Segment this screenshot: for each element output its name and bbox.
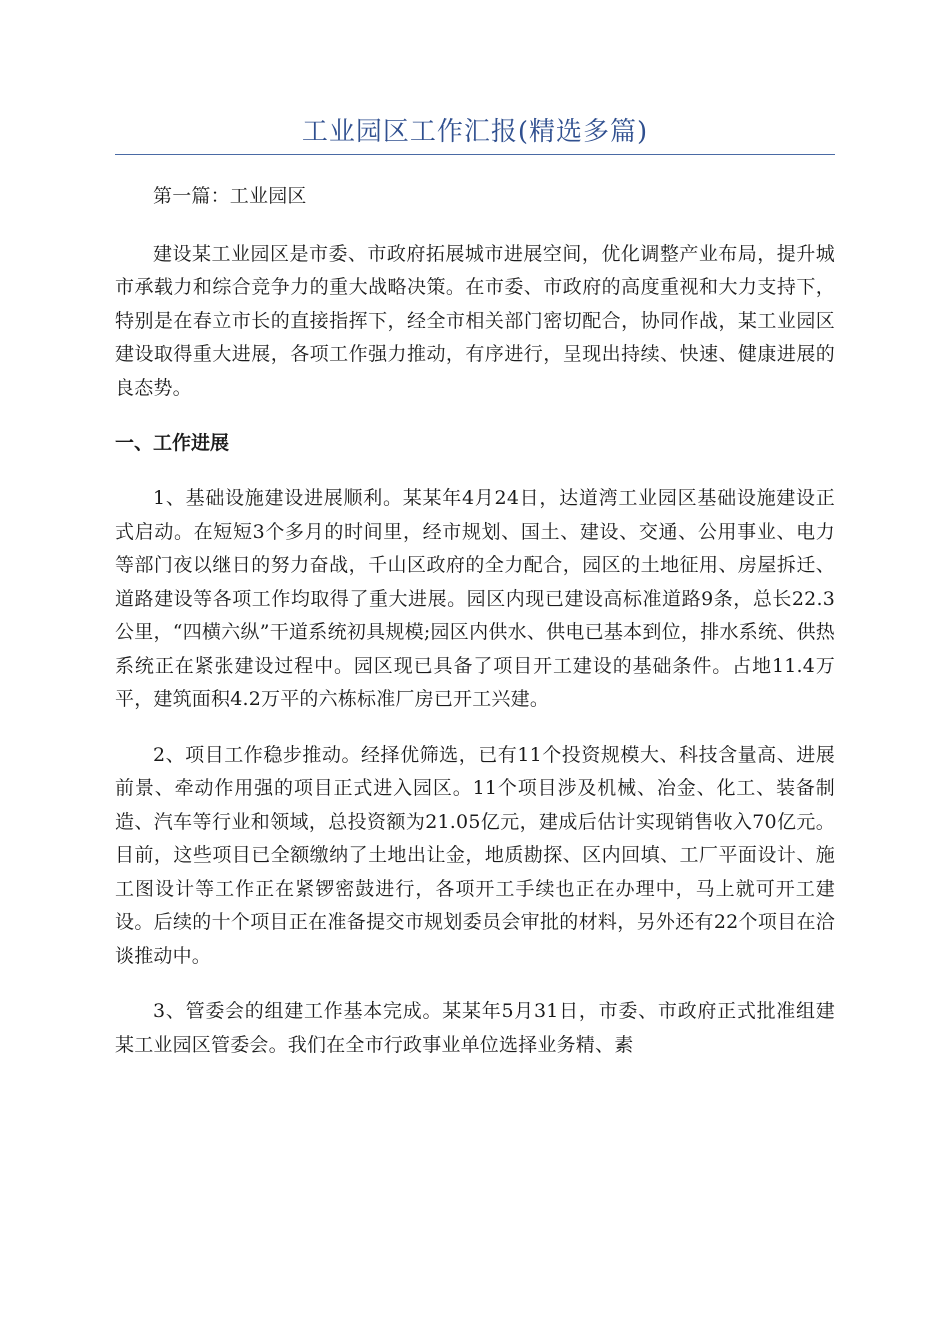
item-paragraph-1: 1、基础设施建设进展顺利。某某年4月24日，达道湾工业园区基础设施建设正式启动。在短短3个多月的时间里，经市规划、国土、建设、交通、公用事业、电力等部门夜以继日的努力奋战，千山区政府的全力配合，园区的土地征用、房屋拆迁、道路建设等各项工作均取得了重大进展。园区内现已建设高标准道路9条，总长22.3公里，“四横六纵”干道系统初具规模;园区内供水、供电已基本到位，排水系统、供热系统正在紧张建设过程中。园区现已具备了项目开工建设的基础条件。占地11.4万平，建筑面积4.2万平的六栋标准厂房已开工兴建。 xyxy=(115,487,835,710)
title-underline xyxy=(115,154,835,155)
document-title: 工业园区工作汇报(精选多篇) xyxy=(301,117,649,147)
intro-paragraph: 建设某工业园区是市委、市政府拓展城市进展空间，优化调整产业布局，提升城市承载力和综合竞争力的重大战略决策。在市委、市政府的高度重视和大力支持下，特别是在春立市长的直接指挥下，经全市相关部门密切配合，协同作战，某工业园区建设取得重大进展，各项工作强力推动，有序进行，呈现出持续、快速、健康进展的良态势。 xyxy=(115,242,835,399)
item-paragraph-3: 3、管委会的组建工作基本完成。某某年5月31日，市委、市政府正式批准组建某工业园区管委会。我们在全市行政事业单位选择业务精、素 xyxy=(115,1000,835,1056)
item-paragraph-2: 2、项目工作稳步推动。经择优筛选，已有11个投资规模大、科技含量高、进展前景、牵动作用强的项目正式进入园区。11个项目涉及机械、冶金、化工、装备制造、汽车等行业和领域，总投资额为21.05亿元，建成后估计实现销售收入70亿元。目前，这些项目已全额缴纳了土地出让金，地质勘探、区内回填、工厂平面设计、施工图设计等工作正在紧锣密鼓进行，各项开工手续也正在办理中，马上就可开工建设。后续的十个项目正在准备提交市规划委员会审批的材料，另外还有22个项目在洽谈推动中。 xyxy=(115,743,835,967)
section-heading: 一、工作进展 xyxy=(115,432,230,454)
document-body xyxy=(115,180,835,1084)
section-label: 第一篇：工业园区 xyxy=(153,185,307,207)
